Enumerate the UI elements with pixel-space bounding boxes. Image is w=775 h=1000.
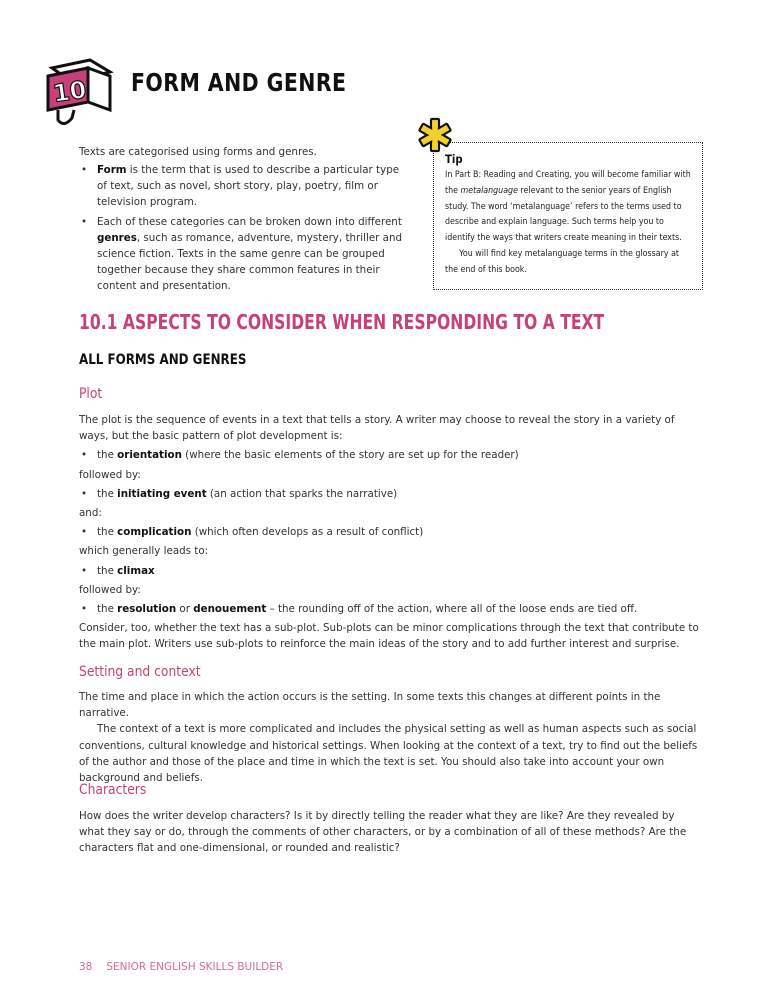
tip-title: Tip (445, 152, 463, 166)
chapter-number: 10 (51, 75, 89, 108)
connector-text: which generally leads to: (79, 545, 209, 558)
intro-lead: Texts are categorised using forms and genres. (79, 146, 317, 158)
list-item-text: , such as romance, adventure, mystery, thriller and science fiction. Texts in the same genre can be grouped together because they share common features in their content and presentation. (97, 232, 403, 292)
setting-paragraph: The time and place in which the action occurs is the setting. In some texts this changes at different points in the narrative. (79, 691, 661, 720)
plot-section (79, 412, 699, 653)
characters-section (79, 808, 699, 857)
list-item (79, 486, 699, 502)
list-item (79, 447, 699, 463)
connector-text: and: (79, 507, 102, 520)
term: orientation (117, 449, 182, 462)
intro-list (79, 162, 409, 294)
list-item (79, 162, 409, 210)
connector-text: followed by: (79, 583, 141, 596)
list-item-text: is the term that is used to describe a particular type of text, such as novel, short story, play, poetry, film or television program. (97, 164, 400, 208)
characters-heading: Characters (79, 782, 147, 798)
asterisk-star-icon (418, 117, 452, 153)
text: the (97, 603, 118, 616)
text: (which often develops as a result of conflict) (191, 526, 424, 539)
setting-heading: Setting and context (79, 664, 201, 680)
term: initiating event (117, 487, 207, 500)
page-footer (79, 961, 283, 973)
term: resolution (117, 603, 177, 616)
plot-intro: The plot is the sequence of events in a text that tells a story. A writer may choose to reveal the story in a variety of ways, but the basic pattern of plot development is: (79, 414, 675, 443)
plot-closing: Consider, too, whether the text has a sub-plot. Sub-plots can be minor complications through the text that contribute to the main plot. Writers use sub-plots to reinforce the main ideas of the story and to add further interest and surprise. (79, 622, 699, 651)
chapter-number-badge (44, 54, 116, 132)
term: genres (97, 232, 137, 244)
section-heading: 10.1 ASPECTS TO CONSIDER WHEN RESPONDING TO A TEXT (79, 310, 605, 334)
term: climax (117, 564, 155, 577)
list-item (79, 601, 699, 617)
text: the (97, 487, 118, 500)
tip-text: In Part B: Reading and Creating, you will become familiar with the (445, 170, 691, 196)
list-item (79, 524, 699, 540)
text: the (97, 564, 118, 577)
text: or (176, 603, 194, 616)
characters-paragraph: How does the writer develop characters? Is it by directly telling the reader what they are like? Are they revealed by what they say or do, through the comments of other characters, or by a combination of all of these methods? Are the characters flat and one-dimensional, or rounded and realistic? (79, 810, 687, 855)
setting-paragraph: The context of a text is more complicated and includes the physical setting as well as human aspects such as social conventions, cultural knowledge and historical settings. When looking at the context of a text, try to find out the beliefs of the author and those of the place and time in which the text is set. You should also take into account your own background and beliefs. (79, 723, 698, 785)
list-item (79, 214, 409, 294)
term: complication (117, 526, 192, 539)
text: (an action that sparks the narrative) (206, 487, 398, 500)
text: the (97, 449, 118, 462)
connector-text: followed by: (79, 468, 141, 481)
intro-section (79, 144, 409, 298)
setting-section (79, 689, 699, 786)
list-item (79, 563, 699, 579)
tip-paragraph: You will find key metalanguage terms in the glossary at the end of this book. (445, 248, 680, 275)
term: Form (97, 164, 127, 176)
list-item-text: Each of these categories can be broken down into different (97, 216, 402, 228)
subsection-heading: ALL FORMS AND GENRES (79, 352, 247, 368)
page-number: 38 (79, 961, 93, 973)
plot-heading: Plot (79, 386, 103, 402)
tip-text: relevant to the senior years of English study. The word ‘metalanguage’ refers to the terms used to describe and explain language. Such terms help you to identify the ways that writers create meaning in their texts. (445, 185, 682, 244)
chapter-title: FORM AND GENRE (131, 68, 347, 97)
tip-box (433, 142, 703, 290)
term: denouement (193, 603, 267, 616)
tip-paragraph (445, 168, 694, 247)
text: the (97, 526, 118, 539)
text: – the rounding off of the action, where all of the loose ends are tied off. (266, 603, 638, 616)
book-title: SENIOR ENGLISH SKILLS BUILDER (106, 961, 284, 973)
tip-emphasis: metalanguage (460, 185, 518, 196)
text: (where the basic elements of the story are set up for the reader) (181, 449, 519, 462)
